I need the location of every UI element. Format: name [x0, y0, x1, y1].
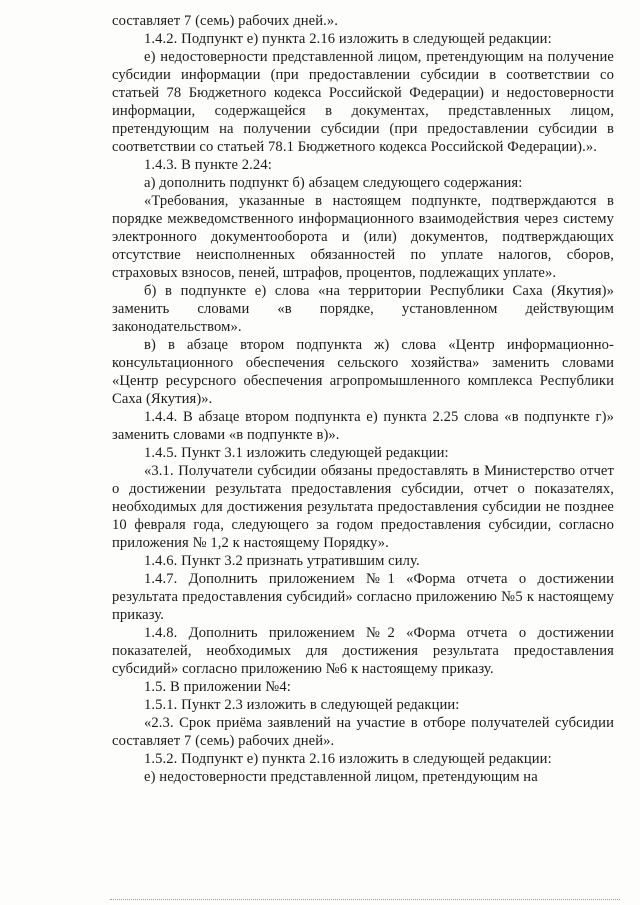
paragraph: е) недостоверности представленной лицом, претендующим на получение субсидии информации (при предоставлении субсидии в соответствии со статьей 78 Бюджетного кодекса Российской Федерации) и недостоверности информации, содержащейся в документах, представленных лицом, претендующим на получении субсидии (при предоставлении субсидии в соответствии со статьей 78.1 Бюджетного кодекса Российской Федерации).». — [112, 49, 614, 155]
document-body — [112, 12, 614, 786]
paragraph: 1.4.6. Пункт 3.2 признать утратившим силу. — [144, 553, 420, 569]
scan-bottom-edge — [110, 899, 620, 901]
paragraph: «3.1. Получатели субсидии обязаны предоставлять в Министерство отчет о достижении результата предоставления субсидии, отчет о показателях, необходимых для достижения результата предоставления субсидии не позднее 10 февраля года, следующего за годом предоставления субсидии, согласно приложения № 1,2 к настоящему Порядку». — [112, 463, 614, 551]
paragraph: б) в подпункте е) слова «на территории Республики Саха (Якутия)» заменить словами «в порядке, установленном действующим законодательством». — [112, 283, 614, 335]
paragraph: 1.4.8. Дополнить приложением №2 «Форма отчета о достижении показателей, необходимых для достижения результата предоставления субсидий» согласно приложению №6 к настоящему приказу. — [112, 625, 614, 677]
paragraph: 1.4.2. Подпункт е) пункта 2.16 изложить в следующей редакции: — [144, 31, 552, 47]
paragraph: в) в абзаце втором подпункта ж) слова «Центр информационно-консультационного обеспечения сельского хозяйства» заменить словами «Центр ресурсного обеспечения агропромышленного комплекса Республики Саха (Якутия)». — [112, 337, 614, 407]
paragraph: 1.4.5. Пункт 3.1 изложить следующей редакции: — [144, 445, 449, 461]
paragraph: 1.5.2. Подпункт е) пункта 2.16 изложить в следующей редакции: — [144, 751, 552, 767]
paragraph: е) недостоверности представленной лицом, претендующим на — [144, 769, 538, 785]
paragraph: 1.4.7. Дополнить приложением №1 «Форма отчета о достижении результата предоставления субсидий» согласно приложению №5 к настоящему приказу. — [112, 571, 614, 623]
paragraph: 1.5. В приложении №4: — [144, 679, 291, 695]
paragraph: составляет 7 (семь) рабочих дней.». — [112, 13, 339, 29]
paragraph: 1.5.1. Пункт 2.3 изложить в следующей редакции: — [144, 697, 460, 713]
paragraph: 1.4.4. В абзаце втором подпункта е) пункта 2.25 слова «в подпункте г)» заменить словами «в подпункте в)». — [112, 409, 614, 443]
paragraph: 1.4.3. В пункте 2.24: — [144, 157, 272, 173]
paragraph: «Требования, указанные в настоящем подпункте, подтверждаются в порядке межведомственного информационного взаимодействия через систему электронного документооборота и (или) документов, подтверждающих отсутствие неисполненных обязанностей по уплате налогов, сборов, страховых взносов, пеней, штрафов, процентов, подлежащих уплате». — [112, 193, 614, 281]
paragraph: «2.3. Срок приёма заявлений на участие в отборе получателей субсидии составляет 7 (семь) рабочих дней». — [112, 715, 614, 749]
paragraph: а) дополнить подпункт б) абзацем следующего содержания: — [144, 175, 523, 191]
